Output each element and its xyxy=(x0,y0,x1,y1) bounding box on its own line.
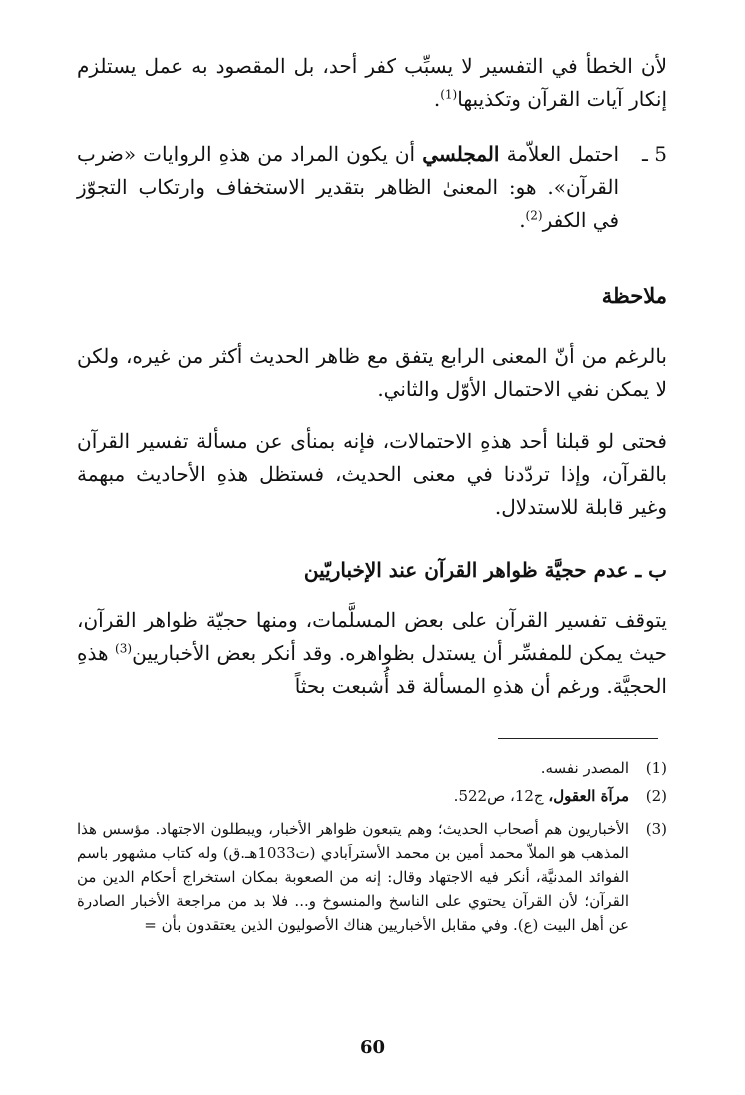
list-item-text-before: احتمل العلاّمة xyxy=(499,142,619,166)
footnote-number: (1) xyxy=(645,759,667,777)
footnote-text: المصدر نفسه. xyxy=(540,759,629,777)
paragraph-4 xyxy=(77,604,667,703)
scholar-name: المجلسي xyxy=(422,142,500,166)
footnote-divider xyxy=(498,738,658,739)
footnote-text: الأخباريون هم أصحاب الحديث؛ وهم يتبعون ظواهر الأخبار، ويبطلون الاجتهاد. مؤسس هذا المذهب هو الملاّ محمد أمين بن محمد الأستراَبادي (ت1033هـ.ق) وله كتاب مشهور باسم الفوائد المدنيَّة، أنكر فيه الاجتهاد وقال: إنه من الصعوبة بمكان استخراج أحكام الدين من القرآن؛ لأن القرآن يحتوي على الناسخ والمنسوخ و... فلا بد من مراجعة الأخبار الصادرة عن أهل البيت (ع). وفي مقابل الأخباريين هناك الأصوليون الذين يعتقدون بأن = xyxy=(77,820,629,934)
footnote-1 xyxy=(77,756,667,780)
footnote-source-title: مرآة العقول، xyxy=(548,787,629,805)
list-item-5 xyxy=(77,138,667,237)
section-heading-note: ملاحظة xyxy=(601,283,667,308)
paragraph-4-text-b: هذهِ الحجيَّة. ورغم أن هذهِ المسألة قد أُشبعت بحثاً xyxy=(77,641,667,698)
paragraph-continuation: لأن الخطأ في التفسير لا يسبِّب كفر أحد، بل المقصود به عمل يستلزم إنكار آيات القرآن وتكذيبها$^{(1)}$. xyxy=(77,54,667,111)
list-item-text: احتمل العلاّمة المجلسي أن يكون المراد من هذهِ الروايات «ضرب القرآن». هو: المعنىٰ الظاهر بتقدير الاستخفاف وارتكاب التجوّز في الكفر$^{(2)}$. xyxy=(77,142,619,232)
list-item-text-after: أن يكون المراد من هذهِ الروايات «ضرب القرآن». هو: المعنىٰ الظاهر بتقدير الاستخفاف وارتكاب التجوّز في الكفر xyxy=(77,142,619,232)
footnote-2 xyxy=(77,784,667,808)
footnote-text xyxy=(77,784,629,808)
footnote-number: (2) xyxy=(645,787,667,805)
paragraph-2: بالرغم من أنّ المعنى الرابع يتفق مع ظاهر الحديث أكثر من غيره، ولكن لا يمكن نفي الاحتمال الأوّل والثاني. xyxy=(77,344,667,401)
footnote-source-detail: ج12، ص522. xyxy=(453,787,549,805)
footnote-ref-3[interactable]: (3) xyxy=(115,641,133,656)
footnote-number: (3) xyxy=(645,820,667,838)
footnote-3 xyxy=(77,817,667,937)
list-item-number: 5 ـ xyxy=(642,142,667,166)
paragraph-4-text-a: يتوقف تفسير القرآن على بعض المسلَّمات، ومنها حجيّة ظواهر القرآن، حيث يمكن للمفسِّر أن يستدل بظواهره. وقد أنكر بعض الأخباريين xyxy=(77,608,667,665)
sub-heading-b: ب ـ عدم حجيَّة ظواهر القرآن عند الإخباريّين xyxy=(303,558,667,582)
paragraph-3: فحتى لو قبلنا أحد هذهِ الاحتمالات، فإنه بمنأى عن مسألة تفسير القرآن بالقرآن، وإذا تردّدنا في معنى الحديث، فستظل هذهِ الأحاديث مبهمة وغير قابلة للاستدلال. xyxy=(77,429,667,519)
footnote-ref-1[interactable]: (1) xyxy=(440,87,458,102)
page-number: 60 xyxy=(359,1037,386,1058)
paragraph-text: لأن الخطأ في التفسير لا يسبِّب كفر أحد، بل المقصود به عمل يستلزم إنكار آيات القرآن وتكذيبها xyxy=(77,54,667,111)
footnote-ref-2[interactable]: (2) xyxy=(525,208,543,223)
